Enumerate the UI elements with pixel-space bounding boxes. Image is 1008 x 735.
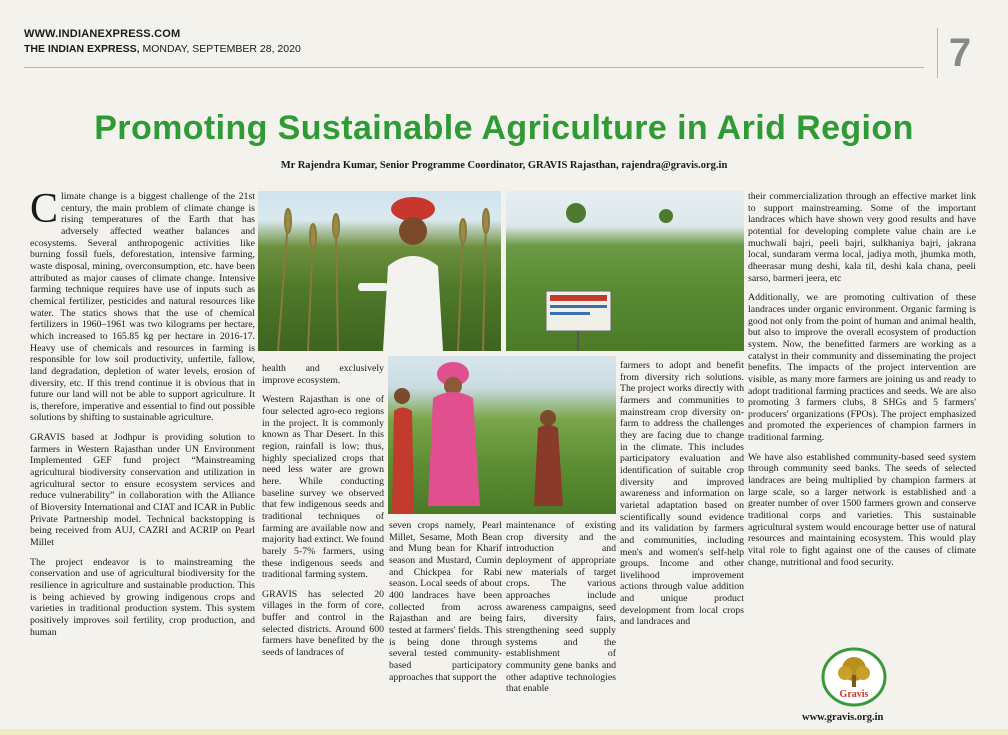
paragraph: their commercialization through an effective market link to support mainstreaming. Some of the important landraces which have shown very good results and have potential for developing complete value chain are i.e muchwali bajri, peeli bajri, sulkhaniya bajri, jakrana local, sundaram verma local, jadiya moth, jhumka moth, dheerasar mung deshi, kala til, deshi kala chana, peeli sarso, barmeri jeera, etc [748,191,976,284]
photo-crop-field [506,191,744,351]
column-5 [748,191,976,651]
site-url-header: WWW.INDIANEXPRESS.COM [24,28,181,40]
column-3a [389,520,502,720]
paragraph: seven crops namely, Pearl Millet, Sesame, Moth Bean and Mung bean for Kharif season and Mustard, Cumin and Chickpea for Rabi season. Local seeds of about 400 landraces have been collected from across Rajasthan and are being tested at farmers' fields. This is being done through several tested community-based participatory approaches that support the [389,520,502,683]
column-2 [262,363,384,718]
paragraph: GRAVIS has selected 20 villages in the form of core, buffer and control in the selected districts. Around 600 farmers have benefited by the seeds of landraces of [262,588,384,659]
paragraph: The project endeavor is to mainstreaming the conservation and use of agricultural biodiversity for the resilience in agriculture and sustainable production. This is being achieved by growing indigenous crops and varieties in traditional production system. This system positively improves soil fertility, crop production, and human [30,556,255,638]
paragraph: GRAVIS based at Jodhpur is providing solution to farmers in Western Rajasthan under UN Environment Implemented GEF fund project “Mainstreaming agricultural biodiversity conservation and utilization in agricultural sector to ensure ecosystem services and reduce vulnerability” in collaboration with the Alliance of Bioversity International and CIAT and ICAR in Public Private Partnership model. Technical backstopping is being received from AUJ, CAZRI and ACRIP on Pearl Millet [30,432,255,549]
paragraph-text: limate change is a biggest challenge of the 21st century, the main problem of climate change is rising temperatures of the Earth that has adversely affected weather balances and ecosystems. Several anthropogenic activities like burning fossil fuels, deforestation, intensive farming, waste disposal, mining, overconsumption, etc. have been attributed as major causes of climate change. Intensive farming technique requires have use of inputs such as chemical fertilizer, pesticides and natural resources like water. The statics shows that the use of chemical fertilizers in 1960–1961 was two kilograms per hectare, which increased to 165.85 kg per hectare in 2016-17. Heavy use of chemicals and resources in farming is responsible for low soil productivity, unfertile, fallow, land degradation, depletion of water levels, erosion of diversity, etc. If this trend continue it is obvious that in future our land will not be able to support agriculture. It is, therefore, imperative and essential to find out possible solutions by shifting to sustainable agriculture. [30,191,255,424]
column-3b [506,520,616,720]
paragraph: maintenance of existing crop diversity and the introduction and deployment of appropriate new materials of target crops. The various approaches include awareness campaigns, seed fairs, diversity fairs, strengthening seed supply systems and the establishment of community gene banks and other adaptive technologies that enable [506,520,616,695]
photo-illustration [258,191,501,351]
paragraph [30,186,255,424]
drop-cap: C [30,186,59,232]
paragraph: We have also established community-based seed system through community seed banks. The seeds of selected landraces are being multiplied by champion farmers at large scale, so a larger network is established and a greater number of over 1500 farmers grown and conserve traditional corps and varieties. This sustainable agricultural system would encourage better use of natural resources and maintaining ecosystem. This would play vital role to fight against one of the causes of climate change, nutritional and food security. [748,451,976,568]
masthead [24,28,984,78]
paragraph: Additionally, we are promoting cultivation of these landraces under organic environment. Organic farming is good not only from the point of human and animal health, but also to improve the overall ecosystem of production system. Now, the benefitted farmers are working as a catalyst in their community and disseminating the project benefits. The impacts of the project intervention are visible, as many more farmers are joining us and ready to adopt traditional farming practices and seeds. We are also promoting 3 farmers clubs, 8 SHGs and 5 farmers' producers' organizations (FPOs). The project emphasized and promoted the experiences of champion farmers in traditional farming. [748,292,976,444]
page-number: 7 [937,28,982,78]
paragraph: farmers to adopt and benefit from diversity rich solutions. The project works directly with farmers and communities to mainstream crop diversity on-farm to address the challenges they are facing due to change in the climate. This includes participatory evaluation and identification of suitable crop diversity and improved awareness and information on varietal adaptation based on scientifically sound evidence and its validation by farmers and communities, including men's and women's self-help groups. Income and other livelihood improvement actions through value addition and unique product development from local crops and landraces and [620,360,744,628]
logo-wordmark: Gravis [839,689,869,700]
photo-farmer-pearl-millet [258,191,501,351]
paragraph: Western Rajasthan is one of four selected agro-eco regions in the project. It is commonly known as Thar Desert. In this region, rainfall is low; thus, highly specialized crops that need less water are grown here. While conducting baseline survey we observed that few indigenous seeds and traditional techniques of farming are available now and majority had extinct. We found barely 5-7% farmers, using these indigenous seeds and traditional farming system. [262,394,384,581]
paper-name: THE INDIAN EXPRESS, [24,43,140,55]
column-4 [620,360,744,720]
issue-date: MONDAY, SEPTEMBER 28, 2020 [139,43,301,55]
dateline [24,43,984,55]
photo-illustration [388,356,616,514]
footer-band [0,729,1008,735]
gravis-website: www.gravis.org.in [802,712,884,723]
photo-women-farmers [388,356,616,514]
gravis-tree-icon [820,647,888,707]
photo-illustration [506,191,744,351]
paragraph: health and exclusively improve ecosystem. [262,363,384,386]
headline: Promoting Sustainable Agriculture in Arid Region [94,109,914,147]
gravis-logo [820,647,888,707]
header-rule [24,67,924,68]
byline: Mr Rajendra Kumar, Senior Programme Coordinator, GRAVIS Rajasthan, rajendra@gravis.org.in [280,160,728,171]
column-1 [30,186,255,711]
